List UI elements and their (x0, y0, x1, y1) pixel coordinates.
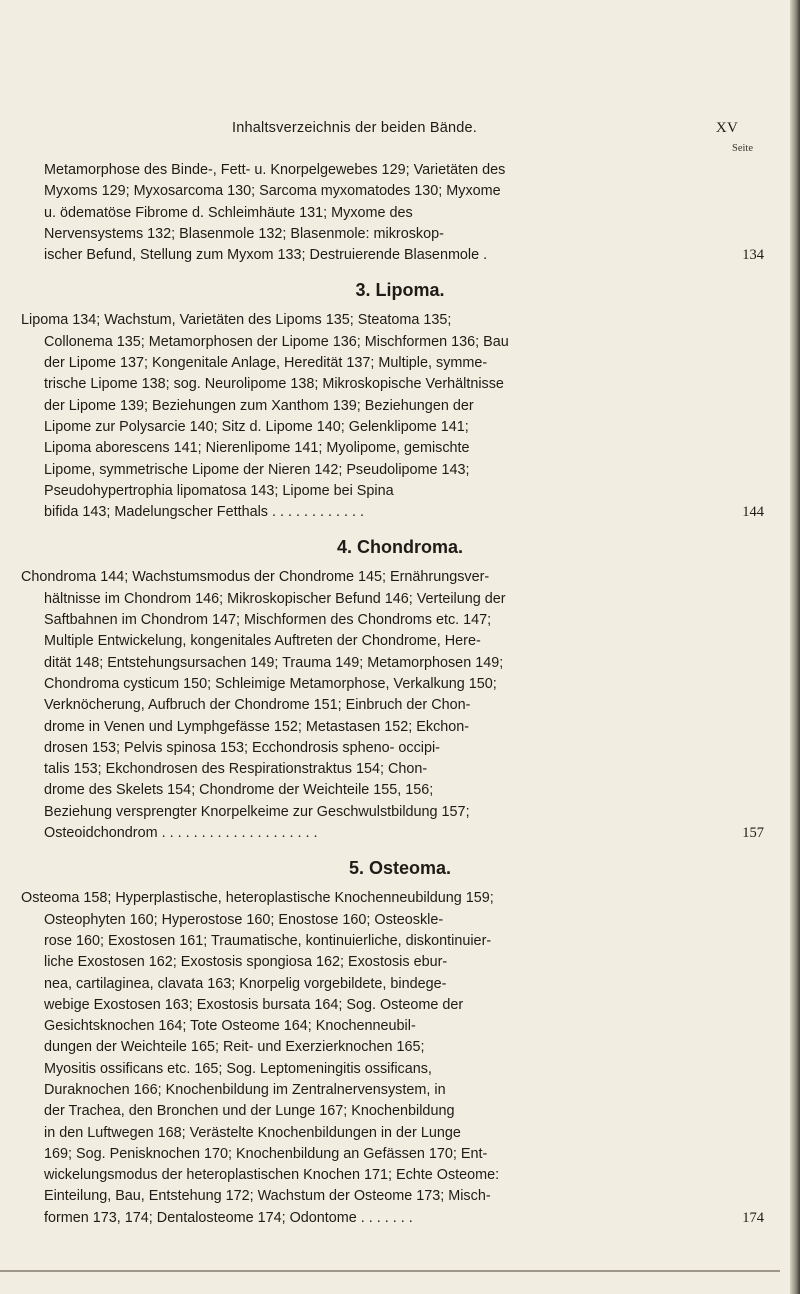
entry-line: liche Exostosen 162; Exostosis spongiosa 162; Exostosis ebur- (44, 954, 448, 971)
entry-line: webige Exostosen 163; Exostosis bursata 164; Sog. Osteome der (44, 996, 464, 1013)
entry-line: rose 160; Exostosen 161; Traumatische, kontinuierliche, diskontinuier- (44, 932, 492, 949)
entry-line: Verknöcherung, Aufbruch der Chondrome 151; Einbruch der Chon- (44, 697, 471, 714)
entry-line: der Trachea, den Bronchen und der Lunge 167; Knochenbildung (44, 1103, 455, 1120)
entry-line: drome in Venen und Lymphgefässe 152; Metastasen 152; Ekchon- (44, 718, 470, 735)
entry-line: Lipoma 134; Wachstum, Varietäten des Lipoms 135; Steatoma 135; (21, 312, 452, 329)
seite-column-label: Seite (732, 143, 753, 154)
entry-line: in den Luftwegen 168; Verästelte Knochenbildungen in der Lunge (44, 1124, 461, 1141)
entry-line: Lipome, symmetrische Lipome der Nieren 142; Pseudolipome 143; (44, 461, 470, 478)
entry-line: der Lipome 137; Kongenitale Anlage, Heredität 137; Multiple, symme- (44, 355, 488, 372)
entry-line: 169; Sog. Penisknochen 170; Knochenbildung an Gefässen 170; Ent- (44, 1145, 488, 1162)
entry-line: hältnisse im Chondrom 146; Mikroskopischer Befund 146; Verteilung der (44, 590, 506, 607)
entry-line: drosen 153; Pelvis spinosa 153; Ecchondrosis spheno- occipi- (44, 739, 440, 756)
entry-line: Gesichtsknochen 164; Tote Osteome 164; Knochenneubil- (44, 1018, 416, 1035)
entry-line: dität 148; Entstehungsursachen 149; Trauma 149; Metamorphosen 149; (44, 654, 504, 671)
entry-line: Lipome zur Polysarcie 140; Sitz d. Lipome 140; Gelenklipome 141; (44, 418, 469, 435)
entry-line: Collonema 135; Metamorphosen der Lipome 136; Mischformen 136; Bau (44, 333, 509, 350)
section-heading-lipoma: 3. Lipoma. (355, 280, 445, 301)
entry-line: ischer Befund, Stellung zum Myxom 133; Destruierende Blasenmole . (44, 247, 488, 264)
entry-line: Osteoma 158; Hyperplastische, heteroplastische Knochenneubildung 159; (21, 890, 494, 907)
running-header (232, 120, 748, 136)
section-entry-lipoma (21, 310, 764, 523)
entry-line: bifida 143; Madelungscher Fetthals . . . . . . . . . . . . (44, 504, 364, 521)
entry-line: Einteilung, Bau, Entstehung 172; Wachstum der Osteome 173; Misch- (44, 1188, 491, 1205)
entry-line: trische Lipome 138; sog. Neurolipome 138; Mikroskopische Verhältnisse (44, 376, 504, 393)
entry-line: talis 153; Ekchondrosen des Respirationstraktus 154; Chon- (44, 761, 428, 778)
header-page-number: XV (715, 120, 738, 136)
entry-line: Multiple Entwickelung, kongenitales Auftreten der Chondrome, Here- (44, 633, 481, 650)
entry-line: Duraknochen 166; Knochenbildung im Zentralnervensystem, in (44, 1081, 446, 1098)
entry-line: der Lipome 139; Beziehungen zum Xanthom 139; Beziehungen der (44, 397, 474, 414)
entry-line: u. ödematöse Fibrome d. Schleimhäute 131; Myxome des (44, 204, 413, 221)
entry-page-number: 157 (742, 825, 764, 842)
entry-line: Myxoms 129; Myxosarcoma 130; Sarcoma myxomatodes 130; Myxome (44, 183, 501, 200)
entry-line: Nervensystems 132; Blasenmole 132; Blasenmole: mikroskop- (44, 225, 444, 242)
entry-line: Beziehung versprengter Knorpelkeime zur Geschwulstbildung 157; (44, 803, 470, 820)
entry-line: dungen der Weichteile 165; Reit- und Exerzierknochen 165; (44, 1039, 425, 1056)
entry-line: Chondroma cysticum 150; Schleimige Metamorphose, Verkalkung 150; (44, 675, 497, 692)
entry-line: drome des Skelets 154; Chondrome der Weichteile 155, 156; (44, 782, 434, 799)
table-of-contents (0, 160, 800, 1229)
entry-page-number: 144 (742, 504, 764, 521)
entry-page-number: 174 (742, 1209, 764, 1226)
bottom-rule (0, 1270, 780, 1272)
entry-line: Lipoma aborescens 141; Nierenlipome 141; Myolipome, gemischte (44, 440, 470, 457)
entry-line: Pseudohypertrophia lipomatosa 143; Lipome bei Spina (44, 482, 394, 499)
entry-line: formen 173, 174; Dentalosteome 174; Odontome . . . . . . . (44, 1209, 413, 1226)
entry-line: Osteoidchondrom . . . . . . . . . . . . . . . . . . . . (44, 825, 318, 842)
entry-line: wickelungsmodus der heteroplastischen Knochen 171; Echte Osteome: (44, 1167, 500, 1184)
entry-line: Myositis ossificans etc. 165; Sog. Leptomeningitis ossificans, (44, 1060, 432, 1077)
section-heading-osteoma: 5. Osteoma. (348, 858, 452, 879)
entry-line: nea, cartilaginea, clavata 163; Knorpelig vorgebildete, bindege- (44, 975, 447, 992)
entry-line: Osteophyten 160; Hyperostose 160; Enostose 160; Osteoskle- (44, 911, 444, 928)
entry-line: Chondroma 144; Wachstumsmodus der Chondrome 145; Ernährungsver- (21, 569, 490, 586)
section-heading-chondroma: 4. Chondroma. (336, 537, 463, 558)
section-entry-osteoma (21, 888, 764, 1229)
intro-entry (21, 160, 764, 266)
section-entry-chondroma (21, 567, 764, 844)
entry-line: Metamorphose des Binde-, Fett- u. Knorpelgewebes 129; Varietäten des (44, 162, 506, 178)
header-title: Inhaltsverzeichnis der beiden Bände. (232, 120, 477, 136)
entry-page-number: 134 (742, 247, 764, 264)
entry-line: Saftbahnen im Chondrom 147; Mischformen des Chondroms etc. 147; (44, 612, 492, 629)
